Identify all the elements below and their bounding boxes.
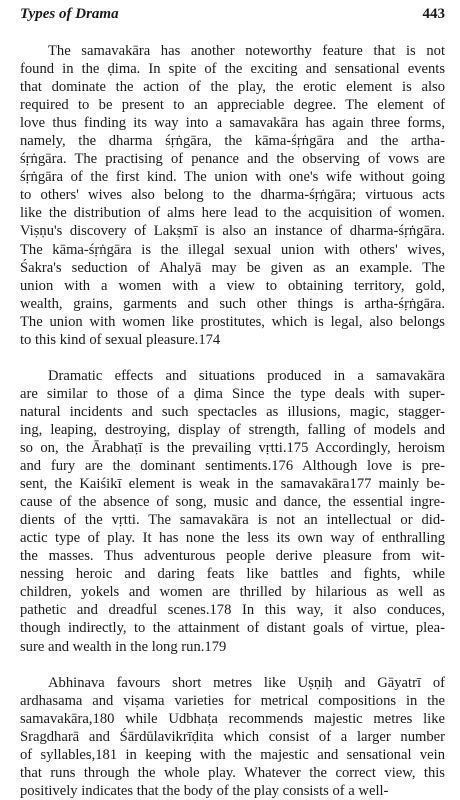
- text-line: children, yokels and women are thrilled by hilarious as well as: [20, 584, 445, 601]
- text-line: nessing heroic and daring feats like battles and fights, while: [20, 566, 445, 583]
- paragraph-metres: [20, 674, 445, 800]
- text-line: like the distribution of alms here lead to the acquisition of women.: [20, 205, 445, 222]
- text-line: ardhasama and viṣama varieties for metrical compositions in the: [20, 692, 445, 709]
- text-line: The union with women like prostitutes, which is legal, also belongs: [20, 313, 445, 330]
- text-line: actic type of play. It has none the less its own way of enthralling: [20, 530, 445, 547]
- text-line: though indirectly, to the attainment of distant goals of virtue, plea-: [20, 620, 445, 637]
- text-line: samavakāra,180 while Udbhaṭa recommends majestic metres like: [20, 710, 445, 727]
- text-line: The kāma-śṛṅgāra is the illegal sexual union with others' wives,: [20, 241, 445, 258]
- text-line: required to be present to an appreciable degree. The element of: [20, 97, 445, 114]
- running-head: Types of Drama: [20, 6, 119, 22]
- text-line: wealth, grains, garments and such other things is artha-śṛṅgāra.: [20, 295, 445, 312]
- text-line: so on, the Ārabhaṭī is the prevailing vṛtti.175 Accordingly, heroism: [20, 439, 445, 456]
- text-line: the masses. Thus adventurous people derive pleasure from wit-: [20, 548, 445, 565]
- text-line: to others' wives also belong to the dharma-śṛṅgāra; virtuous acts: [20, 187, 445, 204]
- page-header: [20, 6, 445, 32]
- text-line: cause of the absence of song, music and dance, the essential ingre-: [20, 494, 445, 511]
- text-line: sure and wealth in the long run.179: [20, 638, 227, 655]
- text-line: pathetic and dreadful scenes.178 In this way, it also conduces,: [20, 602, 445, 619]
- text-line: union with a women with a view to obtaining territory, gold,: [20, 277, 445, 294]
- book-page: [20, 6, 445, 800]
- text-line: Viṣṇu's discovery of Lakṣmī is also an instance of dharma-śṛṅgāra.: [20, 223, 445, 240]
- text-line: śṛṅgāra of the first kind. The union with one's wife without going: [20, 169, 445, 186]
- text-line: found in the ḍima. In spite of the exciting and sensational events: [20, 61, 445, 78]
- text-line: śṛṅgāra. The practising of penance and the observing of vows are: [20, 151, 445, 168]
- text-line: dients of the vṛtti. The samavakāra is not an intellectual or did-: [20, 512, 445, 529]
- text-line: that dominate the action of the play, the erotic element is also: [20, 79, 445, 96]
- text-line: and fury are the dominant sentiments.176 Although love is pre-: [20, 458, 445, 475]
- paragraph-dramatic-effects: [20, 367, 445, 656]
- text-line: natural incidents and such spectacles as illusions, magic, stagger-: [20, 403, 445, 420]
- text-line: namely, the dharma śṛṅgāra, the kāma-śṛṅgāra and the artha-: [20, 133, 445, 150]
- text-line: of syllables,181 in keeping with the majestic and sensational vein: [20, 746, 445, 763]
- text-line: love thus finding its way into a samavakāra has again three forms,: [20, 115, 445, 132]
- text-line: positively indicates that the body of the play consists of a well-: [20, 782, 389, 799]
- text-line: sent, the Kaiśikī element is weak in the samavakāra177 mainly be-: [20, 476, 445, 493]
- text-line: ing, leaping, destroying, display of strength, falling of models and: [20, 421, 445, 438]
- paragraph-samavakara-erotic-element: [20, 42, 445, 349]
- text-line: Dramatic effects and situations produced in a samavakāra: [48, 367, 445, 384]
- text-line: Abhinava favours short metres like Uṣṇiḥ and Gāyatrī of: [48, 674, 445, 691]
- text-line: to this kind of sexual pleasure.174: [20, 331, 221, 348]
- text-line: Śakra's seduction of Ahalyā may be given as an example. The: [20, 259, 445, 276]
- page-number: 443: [422, 6, 445, 22]
- text-line: The samavakāra has another noteworthy feature that is not: [48, 43, 445, 59]
- text-line: Sragdharā and Śārdūlavikrīḍita which consist of a larger number: [20, 728, 445, 745]
- text-line: are similar to those of a ḍima Since the type deals with super-: [20, 385, 445, 402]
- text-line: that runs through the whole play. Whatever the correct view, this: [20, 764, 445, 781]
